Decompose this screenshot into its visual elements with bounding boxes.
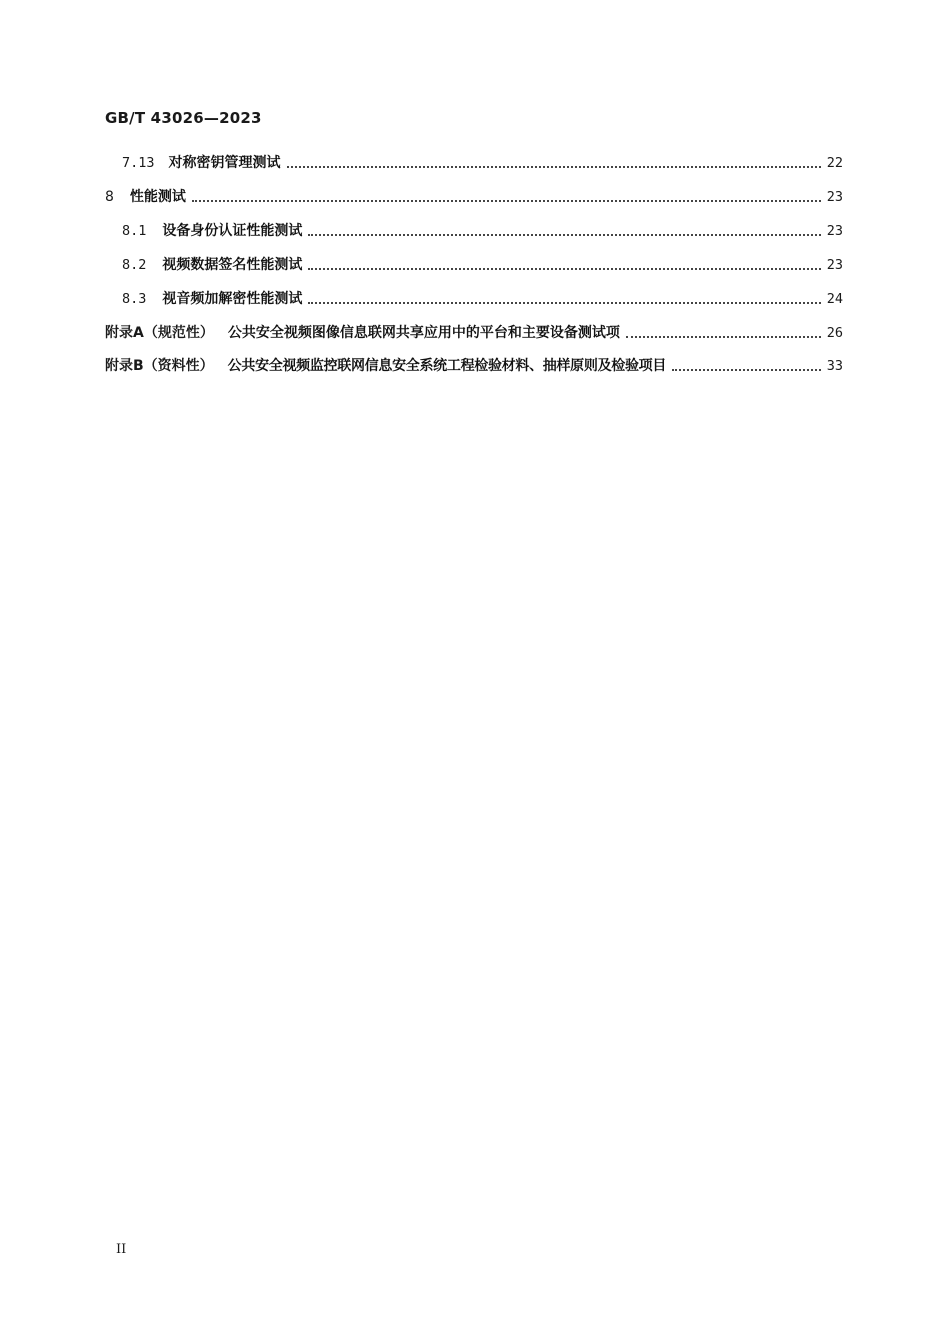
toc-entry-page: 23 bbox=[826, 257, 843, 273]
toc-entry-page: 23 bbox=[826, 189, 843, 205]
toc-entry-page: 23 bbox=[826, 223, 843, 239]
toc-entry-8-1[interactable] bbox=[122, 220, 843, 242]
toc-entry-annex-b[interactable] bbox=[105, 355, 843, 377]
toc-leader-dots bbox=[308, 220, 821, 242]
standard-code-header: GB/T 43026—2023 bbox=[105, 109, 262, 127]
toc-annex-label: 附录A（规范性） bbox=[105, 325, 214, 341]
toc-entry-8-2[interactable] bbox=[122, 254, 843, 276]
toc-entry-page: 26 bbox=[826, 325, 843, 341]
toc-entry-number: 8.2 bbox=[122, 257, 147, 273]
toc-leader-dots bbox=[672, 355, 821, 377]
toc-leader-dots bbox=[287, 152, 821, 174]
toc-entry-title: 设备身份认证性能测试 bbox=[162, 223, 303, 239]
toc-entry-title: 公共安全视频图像信息联网共享应用中的平台和主要设备测试项 bbox=[227, 325, 620, 341]
toc-entry-number: 8 bbox=[105, 189, 114, 205]
toc-entry-number: 8.3 bbox=[122, 291, 147, 307]
toc-entry-title: 性能测试 bbox=[129, 189, 186, 205]
toc-entry-8[interactable] bbox=[105, 186, 843, 208]
toc-entry-8-3[interactable] bbox=[122, 288, 843, 310]
toc-entry-page: 22 bbox=[826, 155, 843, 171]
toc-leader-dots bbox=[192, 186, 821, 208]
page-number-footer: II bbox=[116, 1242, 127, 1257]
toc-entry-number: 8.1 bbox=[122, 223, 147, 239]
toc-entry-annex-a[interactable] bbox=[105, 322, 843, 344]
toc-annex-label: 附录B（资料性） bbox=[105, 358, 214, 374]
toc-entry-7-13[interactable] bbox=[122, 152, 843, 174]
toc-entry-title: 公共安全视频监控联网信息安全系统工程检验材料、抽样原则及检验项目 bbox=[227, 358, 667, 374]
toc-entry-page: 24 bbox=[826, 291, 843, 307]
toc-leader-dots bbox=[308, 254, 821, 276]
toc-entry-title: 视音频加解密性能测试 bbox=[162, 291, 303, 307]
toc-leader-dots bbox=[626, 322, 821, 344]
toc-entry-number: 7.13 bbox=[122, 155, 155, 171]
toc-entry-title: 视频数据签名性能测试 bbox=[162, 257, 303, 273]
toc-entry-page: 33 bbox=[826, 358, 843, 374]
toc-entry-title: 对称密钥管理测试 bbox=[168, 155, 281, 171]
toc-leader-dots bbox=[308, 288, 821, 310]
